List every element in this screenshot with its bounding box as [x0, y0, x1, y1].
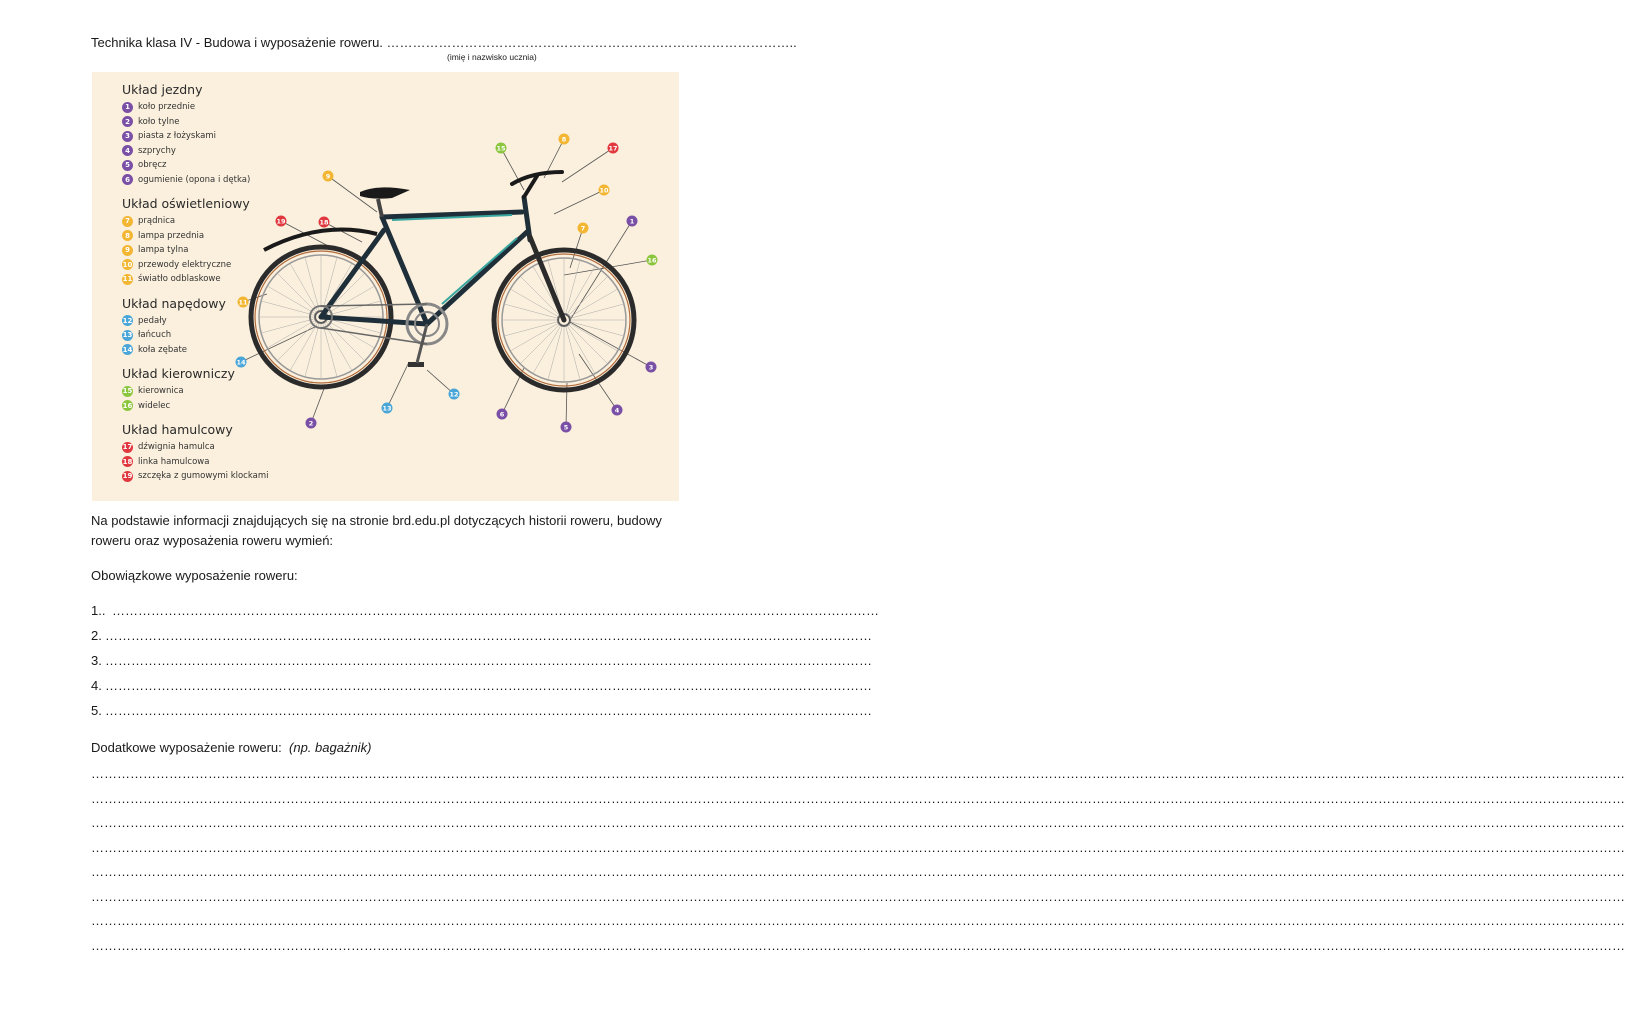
legend-group-title: Układ kierowniczy	[122, 366, 235, 381]
callout-number: 11	[238, 298, 248, 307]
callout-number: 14	[236, 358, 246, 367]
legend-item-label: łańcuch	[138, 330, 172, 341]
callout-number: 16	[647, 256, 657, 265]
legend-item-label: piasta z łożyskami	[138, 131, 216, 142]
additional-answer-line: …………………………………………………………………………………………………………………………………………………………………………………………………………………………………………………………………………………………………………………………	[91, 913, 1625, 928]
callout-number: 19	[276, 217, 286, 226]
additional-heading	[91, 740, 371, 755]
callout-badge	[382, 403, 393, 414]
legend-number-badge: 10	[122, 260, 133, 269]
callout-badge	[276, 216, 287, 227]
callout-number: 7	[580, 224, 586, 233]
additional-example: (np. bagażnik)	[289, 740, 372, 755]
legend-number-badge: 4	[122, 145, 133, 156]
legend-item-label: koło tylne	[138, 116, 180, 127]
mandatory-answer-line: 5. ……………………………………………………………………………………………………………………………………………………………	[91, 703, 872, 718]
callout-number: 6	[499, 410, 505, 419]
callout-badge	[497, 409, 508, 420]
legend-item-label: koło przednie	[138, 102, 196, 113]
callout-number: 8	[561, 135, 567, 144]
callout-badge	[496, 143, 507, 154]
mandatory-item-number: 3.	[91, 653, 102, 668]
legend-group-title: Układ hamulcowy	[122, 422, 233, 437]
callout-number: 15	[496, 144, 506, 153]
additional-answer-line: …………………………………………………………………………………………………………………………………………………………………………………………………………………………………………………………………………………………………………………………	[91, 790, 1625, 806]
additional-answer-line: …………………………………………………………………………………………………………………………………………………………………………………………………………………………………………………………………………………………………………………………	[91, 888, 1625, 904]
mandatory-answer-line: 3. ……………………………………………………………………………………………………………………………………………………………	[91, 653, 872, 668]
legend-item-label: światło odblaskowe	[138, 274, 221, 285]
callout-badge	[647, 255, 658, 266]
legend-number-badge: 17	[122, 443, 133, 452]
additional-answer-line: …………………………………………………………………………………………………………………………………………………………………………………………………………………………………………………………………………………………………………………………	[91, 839, 1625, 855]
legend-number-badge: 11	[122, 275, 133, 284]
callout-number: 10	[599, 186, 609, 195]
legend-number-badge: 9	[122, 245, 133, 256]
mandatory-item-number: 1..	[91, 603, 106, 618]
legend-number-badge: 3	[122, 131, 133, 142]
legend-number-badge: 1	[122, 102, 133, 113]
callout-number: 2	[308, 419, 314, 428]
saddle	[360, 187, 410, 198]
legend-number-badge: 15	[122, 387, 133, 396]
legend-number-badge: 7	[122, 216, 133, 227]
legend-group-title: Układ napędowy	[122, 295, 226, 311]
legend-number-badge: 14	[122, 345, 133, 354]
callout-badge	[646, 362, 657, 373]
callout-badge	[559, 134, 570, 145]
additional-answer-line: …………………………………………………………………………………………………………………………………………………………………………………………………………………………………………………………………………………………………………………………	[91, 937, 1625, 953]
legend-item-label: kierownica	[138, 386, 184, 397]
mandatory-item-number: 4.	[91, 678, 102, 693]
additional-answer-line: …………………………………………………………………………………………………………………………………………………………………………………………………………………………………………………………………………………………………………………………	[91, 815, 1625, 830]
legend-group-title: Układ jezdny	[122, 82, 203, 97]
legend-item-label: lampa tylna	[138, 245, 189, 256]
legend-group-title: Układ oświetleniowy	[122, 196, 250, 211]
legend-item-label: obręcz	[138, 160, 167, 171]
bicycle-diagram	[92, 72, 679, 501]
mandatory-item-number: 2.	[91, 628, 102, 643]
callout-number: 1	[629, 217, 635, 226]
callout-badge	[319, 217, 330, 228]
callout-number: 5	[563, 423, 569, 432]
callout-number: 17	[608, 144, 618, 153]
worksheet-title: Technika klasa IV - Budowa i wyposażenie roweru. …………………………………………………………………………………..	[91, 35, 797, 50]
callout-badge	[236, 357, 247, 368]
legend-item-label: linka hamulcowa	[138, 456, 210, 467]
callout-badge	[599, 185, 610, 196]
additional-answer-line: …………………………………………………………………………………………………………………………………………………………………………………………………………………………………………………………………………………………………………………………	[91, 766, 1625, 781]
callout-number: 12	[449, 390, 459, 399]
instruction-line-2: roweru oraz wyposażenia roweru wymień:	[91, 533, 334, 548]
legend-item-label: prądnica	[138, 216, 176, 227]
legend-number-badge: 2	[122, 116, 133, 127]
callout-badge	[306, 418, 317, 429]
additional-answer-line: …………………………………………………………………………………………………………………………………………………………………………………………………………………………………………………………………………………………………………………………	[91, 864, 1625, 879]
callout-badge	[323, 171, 334, 182]
legend-item-label: lampa przednia	[138, 230, 205, 241]
callout-badge	[561, 422, 572, 433]
additional-heading-text: Dodatkowe wyposażenie roweru:	[91, 740, 282, 755]
legend-item-label: szczęka z gumowymi klockami	[138, 471, 269, 482]
callout-badge	[238, 297, 249, 308]
callout-number: 13	[382, 404, 392, 413]
legend-number-badge: 18	[122, 457, 133, 466]
student-name-hint: (imię i nazwisko ucznia)	[447, 52, 537, 62]
callout-number: 18	[319, 218, 329, 227]
legend-item-label: koła zębate	[138, 344, 188, 355]
mandatory-answer-line: 4. ……………………………………………………………………………………………………………………………………………………………	[91, 678, 872, 693]
callout-number: 9	[325, 172, 331, 181]
legend-number-badge: 6	[122, 174, 133, 185]
legend-item-label: ogumienie (opona i dętka)	[138, 174, 251, 185]
legend-number-badge: 16	[122, 401, 133, 410]
mandatory-heading: Obowiązkowe wyposażenie roweru:	[91, 568, 298, 583]
handlebar	[512, 172, 562, 197]
legend-item-label: szprychy	[138, 145, 176, 156]
legend-number-badge: 12	[122, 316, 133, 325]
legend-number-badge: 8	[122, 230, 133, 241]
legend-item-label: dźwignia hamulca	[138, 442, 215, 453]
legend-item-label: widelec	[138, 400, 171, 411]
callout-number: 3	[648, 363, 654, 372]
legend-number-badge: 13	[122, 331, 133, 340]
callout-number: 4	[614, 406, 620, 415]
callout-badge	[627, 216, 638, 227]
mandatory-item-number: 5.	[91, 703, 102, 718]
legend-item-label: przewody elektryczne	[138, 259, 232, 270]
callout-badge	[608, 143, 619, 154]
callout-badge	[612, 405, 623, 416]
mandatory-answer-line: 1.. ……………………………………………………………………………………………………………………………………………………………	[91, 603, 879, 618]
legend-number-badge: 5	[122, 160, 133, 171]
bicycle-illustration	[92, 72, 679, 501]
legend-item-label: pedały	[138, 315, 167, 326]
instruction-line-1: Na podstawie informacji znajdujących się na stronie brd.edu.pl dotyczących historii roweru, budowy	[91, 513, 662, 528]
callout-badge	[578, 223, 589, 234]
legend-number-badge: 19	[122, 472, 133, 481]
mandatory-answer-line: 2. ……………………………………………………………………………………………………………………………………………………………	[91, 628, 872, 643]
callout-badge	[449, 389, 460, 400]
